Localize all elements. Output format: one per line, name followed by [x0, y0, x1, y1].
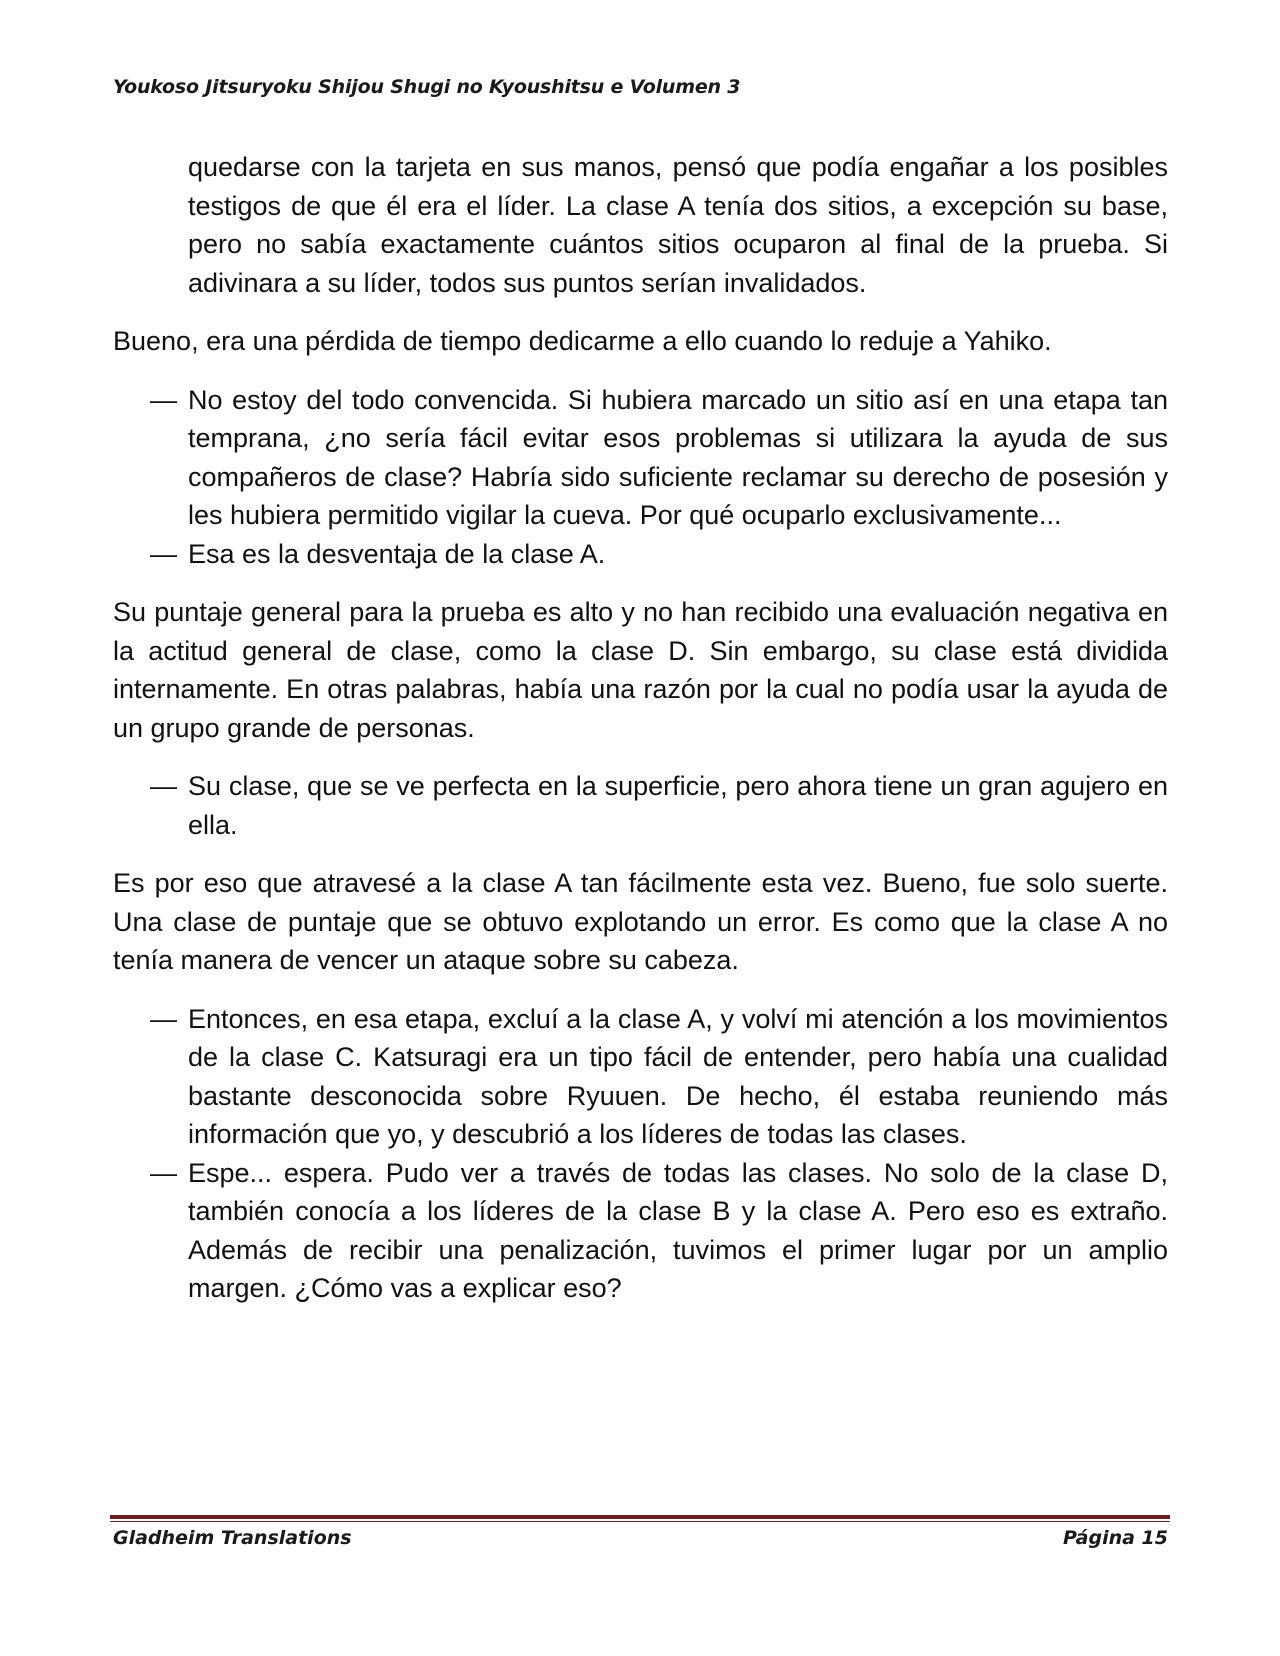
dialogue-text: Entonces, en esa etapa, excluí a la clase A, y volví mi atención a los movimientos de la clase C. Katsuragi era un tipo fácil de entender, pero había una cualidad bastante desconocida sobre Ryuuen. De hecho, él estaba reuniendo más información que yo, y descubrió a los líderes de todas las clases.	[188, 1003, 1168, 1149]
dialogue-line	[113, 381, 1168, 535]
em-dash: —	[150, 1157, 177, 1188]
em-dash: —	[150, 771, 177, 801]
dialogue-group-3	[113, 1000, 1168, 1308]
em-dash: —	[150, 1003, 177, 1034]
dialogue-line	[113, 1000, 1168, 1154]
footer-page-number: Página 15	[1062, 1527, 1168, 1549]
footer-divider-thin	[110, 1521, 1170, 1522]
dialogue-text: Espe... espera. Pudo ver a través de todas las clases. No solo de la clase D, también conocía a los líderes de la clase B y la clase A. Pero eso es extraño. Además de recibir una penalización, tuvimos el primer lugar por un amplio margen. ¿Cómo vas a explicar eso?	[188, 1157, 1168, 1303]
page-header-title: Youkoso Jitsuryoku Shijou Shugi no Kyoushitsu e Volumen 3	[113, 76, 741, 98]
indented-paragraph: quedarse con la tarjeta en sus manos, pensó que podía engañar a los posibles testigos de que él era el líder. La clase A tenía dos sitios, a excepción su base, pero no sabía exactamente cuántos sitios ocuparon al final de la prueba. Si adivinara a su líder, todos sus puntos serían invalidados.	[188, 152, 1168, 298]
dialogue-line	[113, 767, 1168, 844]
dialogue-text: Su clase, que se ve perfecta en la superficie, pero ahora tiene un gran agujero en ella.	[188, 771, 1168, 840]
dialogue-text: No estoy del todo convencida. Si hubiera marcado un sitio así en una etapa tan temprana, ¿no sería fácil evitar esos problemas si utilizara la ayuda de sus compañeros de clase? Habría sido suficiente reclamar su derecho de posesión y les hubiera permitido vigilar la cueva. Por qué ocuparlo exclusivamente...	[188, 384, 1168, 530]
dialogue-group-1	[113, 381, 1168, 574]
paragraph-3: Es por eso que atravesé a la clase A tan fácilmente esta vez. Bueno, fue solo suerte. Una clase de puntaje que se obtuvo explotando un error. Es como que la clase A no tenía manera de vencer un ataque sobre su cabeza.	[113, 868, 1168, 975]
paragraph-1: Bueno, era una pérdida de tiempo dedicarme a ello cuando lo reduje a Yahiko.	[113, 326, 1052, 356]
dialogue-group-2	[113, 767, 1168, 844]
em-dash: —	[150, 384, 177, 415]
footer-divider-thick	[110, 1515, 1170, 1519]
document-body	[113, 148, 1168, 1328]
dialogue-line	[113, 535, 1168, 574]
footer-publisher: Gladheim Translations	[113, 1527, 352, 1549]
paragraph-2: Su puntaje general para la prueba es alto y no han recibido una evaluación negativa en la actitud general de clase, como la clase D. Sin embargo, su clase está dividida internamente. En otras palabras, había una razón por la cual no podía usar la ayuda de un grupo grande de personas.	[113, 597, 1168, 743]
em-dash: —	[150, 538, 177, 569]
dialogue-line	[113, 1154, 1168, 1308]
dialogue-text: Esa es la desventaja de la clase A.	[188, 538, 606, 569]
